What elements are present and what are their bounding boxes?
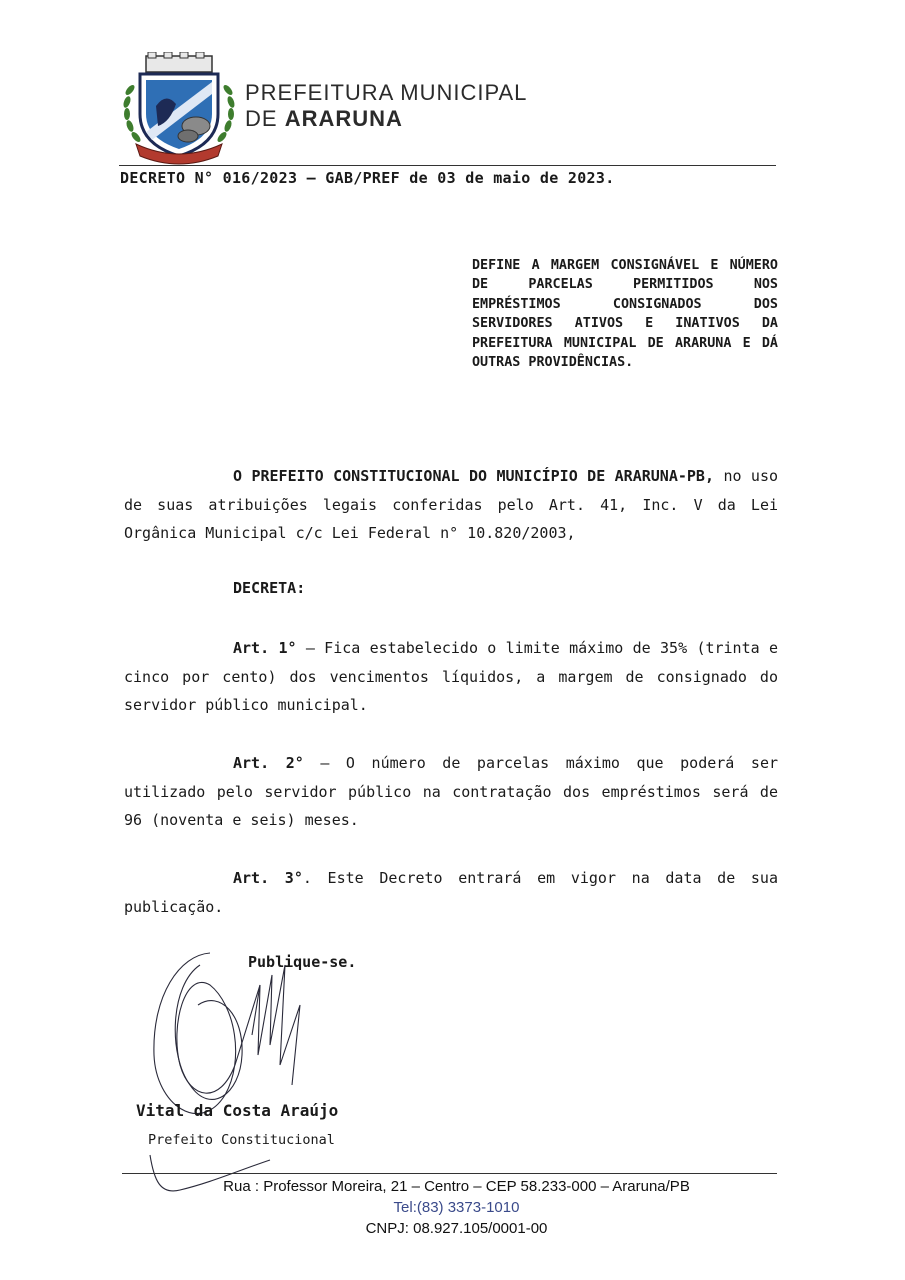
- footer-cnpj: [0, 1220, 905, 1237]
- article-text: – O número de parcelas máximo que poderá ser utilizado pelo servidor público na contratação dos empréstimos será de 96 (noventa e seis) meses.: [124, 754, 779, 830]
- preamble-authority: O PREFEITO CONSTITUCIONAL DO MUNICÍPIO DE ARARUNA-PB,: [233, 467, 714, 485]
- footer-divider: [122, 1173, 777, 1174]
- signer-name: Vital da Costa Araújo: [136, 1101, 339, 1120]
- footer-phone[interactable]: [0, 1199, 905, 1216]
- decree-ementa: DEFINE A MARGEM CONSIGNÁVEL E NÚMERO DE PARCELAS PERMITIDOS NOS EMPRÉSTIMOS CONSIGNADOS DOS SERVIDORES ATIVOS E INATIVOS DA PREFEITURA MUNICIPAL DE ARARUNA E DÁ OUTRAS PROVIDÊNCIAS.: [472, 258, 778, 371]
- signer-role: Prefeito Constitucional: [148, 1132, 335, 1148]
- article-1: [124, 634, 778, 720]
- article-3: [124, 864, 778, 921]
- org-name-line1: PREFEITURA MUNICIPAL: [245, 80, 528, 105]
- footer-cnpj-text: CNPJ: 08.927.105/0001-00: [365, 1220, 548, 1237]
- preamble-text: no uso de suas atribuições legais conferidas pelo Art. 41, Inc. V da Lei Orgânica Municipal c/c Lei Federal n° 10.820/2003,: [124, 467, 779, 543]
- footer-phone-link[interactable]: Tel:(83) 3373-1010: [393, 1199, 520, 1216]
- article-text: – Fica estabelecido o limite máximo de 35% (trinta e cinco por cento) dos vencimentos líquidos, a margem de consignado do servidor público municipal.: [124, 639, 779, 715]
- org-name-prefix: DE: [245, 106, 278, 131]
- preamble-paragraph: [124, 462, 778, 548]
- footer-address-text: Rua : Professor Moreira, 21 – Centro – CEP 58.233-000 – Araruna/PB: [223, 1178, 690, 1195]
- decreta-heading: DECRETA:: [233, 579, 306, 597]
- footer-address: [0, 1178, 905, 1195]
- article-label: Art. 3°: [233, 869, 303, 887]
- article-label: Art. 1°: [233, 639, 297, 657]
- article-label: Art. 2°: [233, 754, 304, 772]
- municipal-coat-of-arms-icon: [118, 52, 240, 166]
- header-divider: [119, 165, 776, 166]
- article-text: . Este Decreto entrará em vigor na data de sua publicação.: [124, 869, 778, 916]
- decree-title: DECRETO N° 016/2023 – GAB/PREF de 03 de maio de 2023.: [120, 169, 615, 187]
- publique-se: Publique-se.: [248, 953, 357, 971]
- org-name-line2: [245, 106, 403, 132]
- handwritten-signature: [140, 945, 320, 1205]
- org-name-city: ARARUNA: [284, 106, 403, 131]
- article-2: [124, 749, 778, 835]
